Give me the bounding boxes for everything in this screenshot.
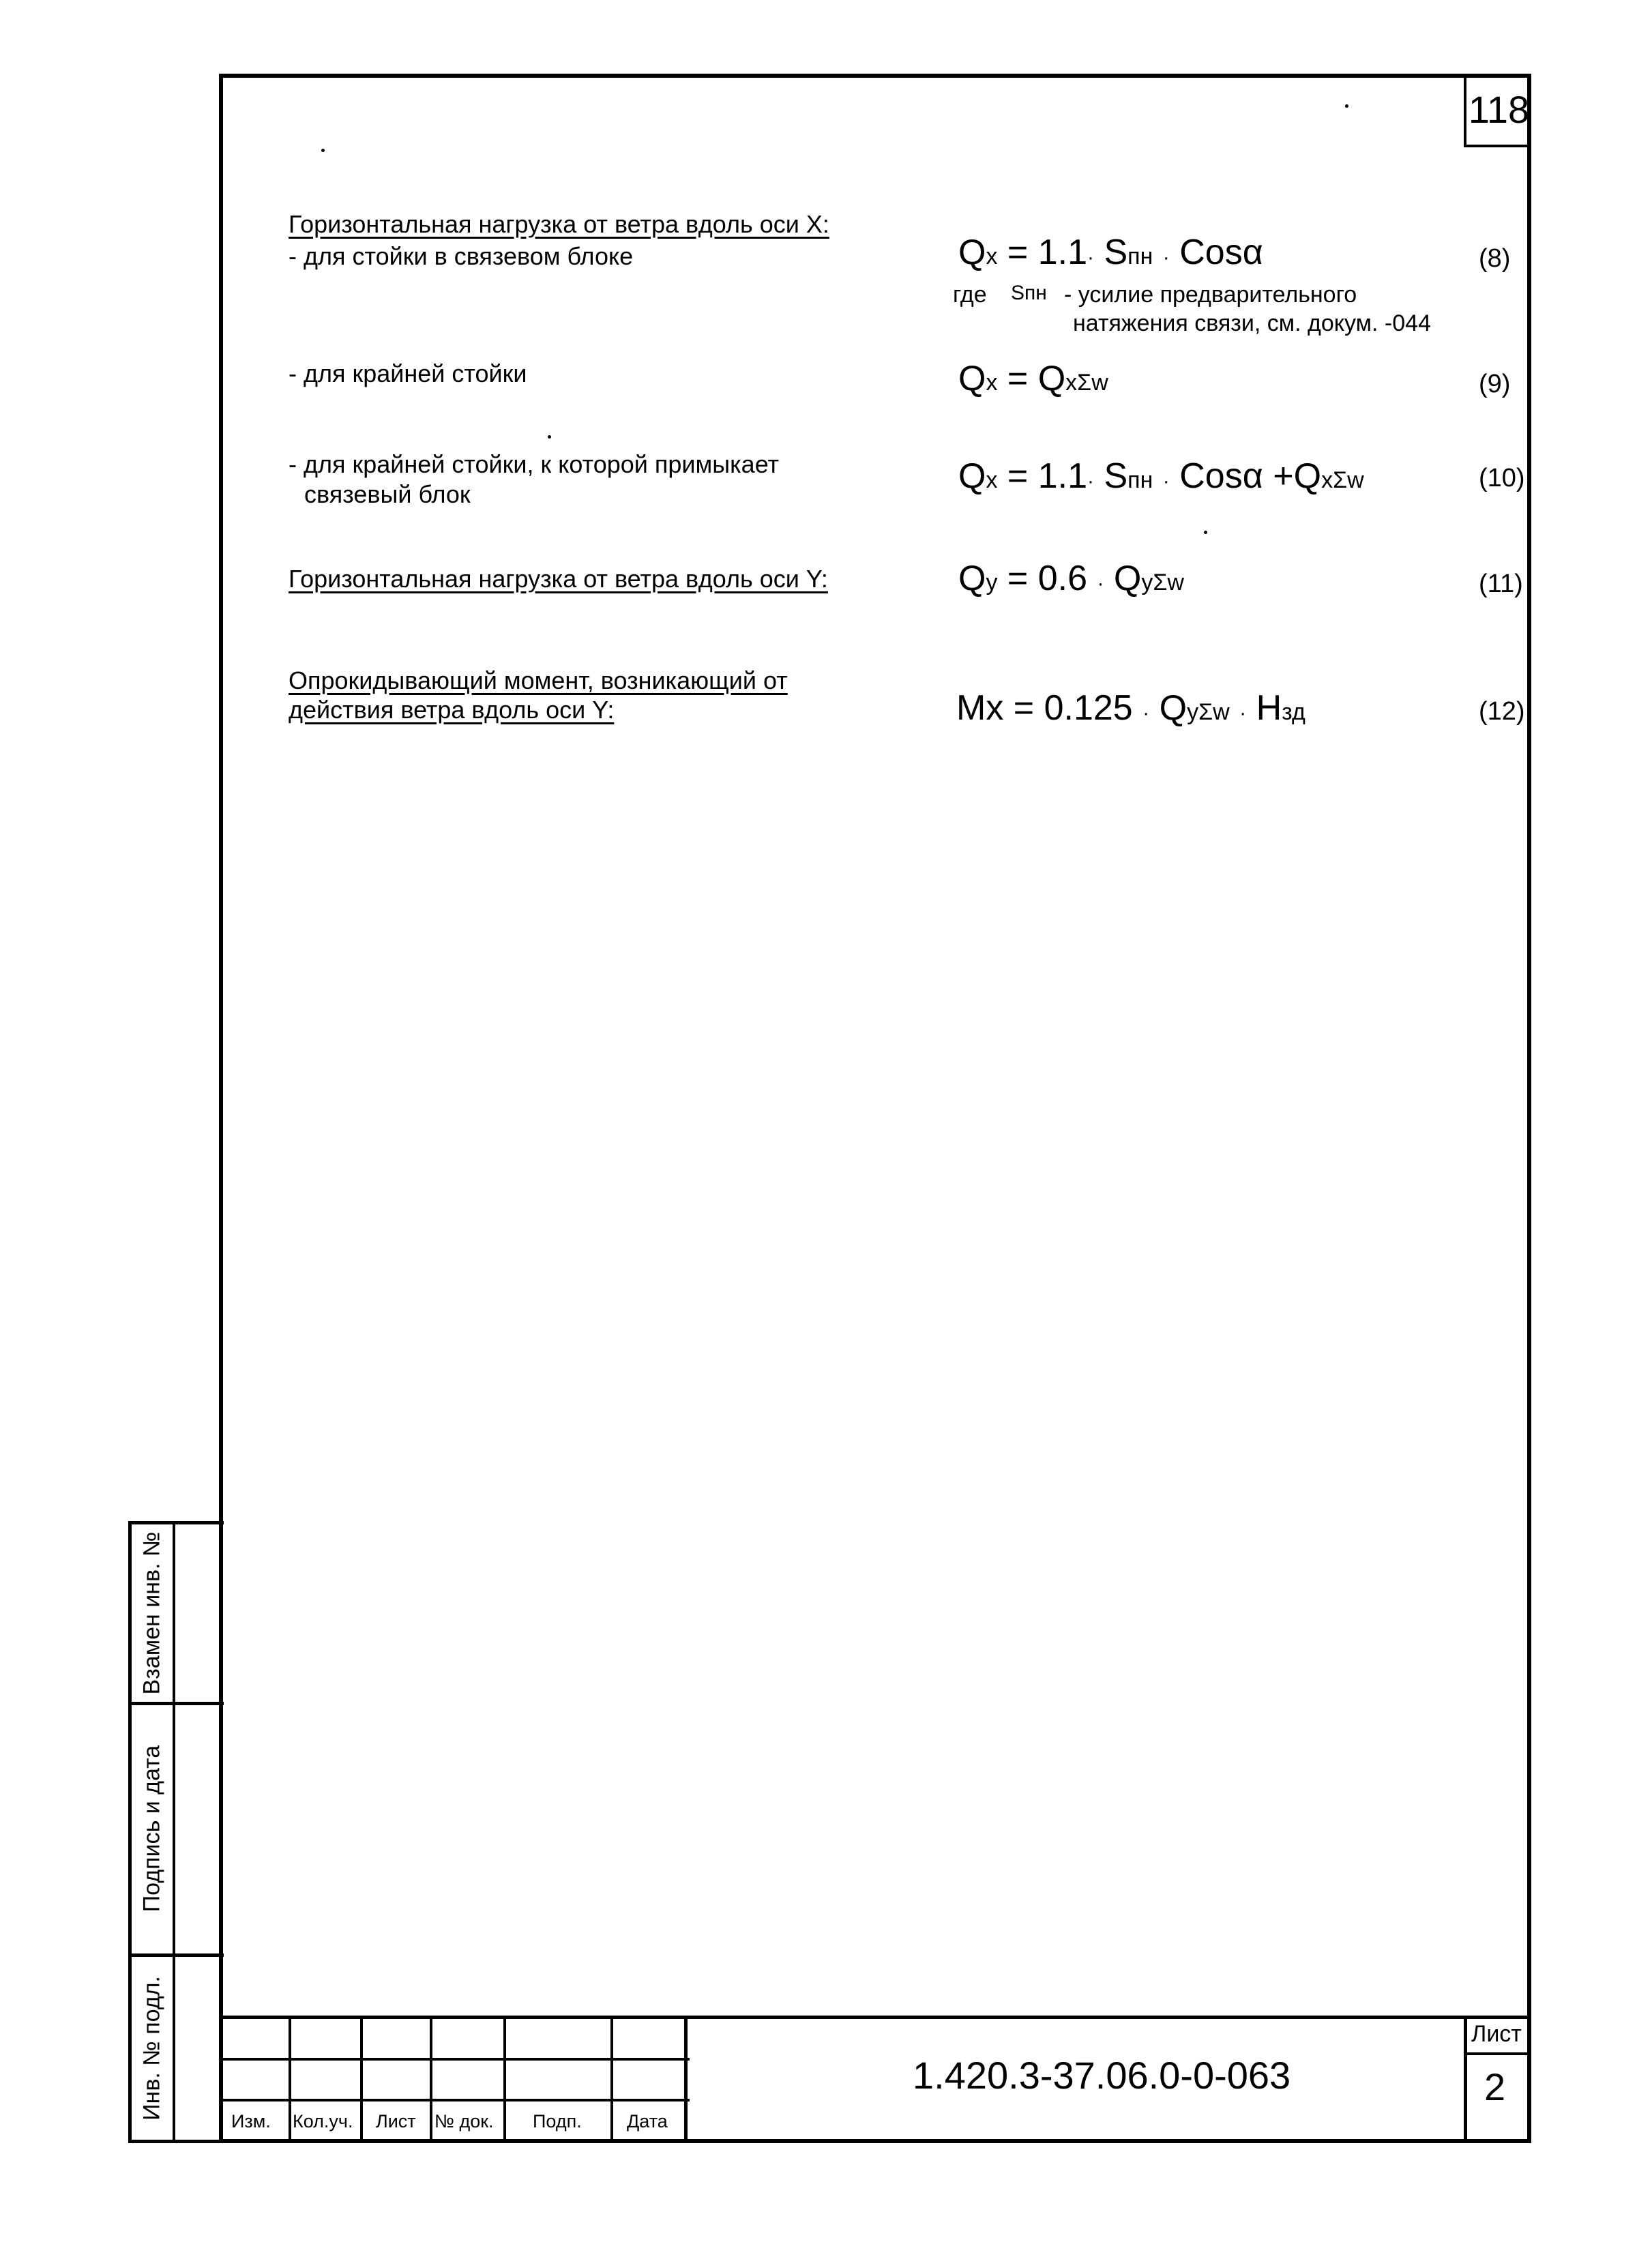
formula-11: Qy = 0.6 · QyΣw (958, 559, 1184, 598)
case2-text: - для крайней стойки (289, 359, 527, 387)
case1-text: - для стойки в связевом блоке (289, 242, 634, 270)
equation-number-10: (10) (1479, 464, 1525, 492)
col-kol-uch: Кол.уч. (293, 2111, 353, 2132)
document-code: 1.420.3-37.06.0-0-063 (913, 2054, 1291, 2097)
stray-dot (1204, 531, 1207, 534)
where-symbol: Sпн (1011, 282, 1047, 304)
stray-dot (1345, 104, 1348, 108)
heading-moment-1: Опрокидывающий момент, возникающий от (289, 666, 788, 694)
equation-number-8: (8) (1479, 244, 1511, 273)
heading-wind-y: Горизонтальная нагрузка от ветра вдоль оси Y: (289, 565, 828, 593)
case3-text: - для крайней стойки, к которой примыкает (289, 450, 780, 478)
stamp-replace-inv-label: Взамен инв. № (138, 1531, 165, 1695)
sheet-label: Лист (1471, 2021, 1522, 2047)
col-n-dok: № док. (434, 2111, 494, 2132)
col-list: Лист (376, 2111, 416, 2132)
where-word: где (953, 282, 987, 308)
formula-10: Qx = 1.1· Sпн · Cosα +QxΣw (958, 456, 1364, 496)
heading-wind-x: Горизонтальная нагрузка от ветра вдоль оси Х: (289, 210, 829, 238)
title-block-top-line (219, 2016, 1531, 2019)
col-data: Дата (627, 2111, 668, 2132)
page-number: 118 (1464, 78, 1531, 147)
col-podp: Подп. (533, 2111, 582, 2132)
title-block-col-line (610, 2016, 613, 2143)
where-text-2: натяжения связи, см. докум. -044 (1073, 310, 1431, 336)
title-block-col-line (430, 2016, 432, 2143)
sheet-label-line (1464, 2052, 1531, 2055)
heading-moment-2: действия ветра вдоль оси Y: (289, 696, 615, 724)
stamp-inv-orig-label: Инв. № подл. (138, 1976, 165, 2121)
title-block-col-line (503, 2016, 506, 2143)
formula-12: Mx = 0.125 · QyΣw · Hзд (956, 688, 1306, 728)
title-block-col-line (684, 2016, 688, 2143)
title-block-col-line (289, 2016, 291, 2143)
sheet-number: 2 (1484, 2065, 1506, 2108)
where-text: - усилие предварительного (1064, 282, 1357, 308)
equation-number-11: (11) (1479, 570, 1523, 598)
formula-8: Qx = 1.1· Sпн · Cosα (958, 233, 1263, 272)
stamp-sign-date (128, 1703, 224, 1957)
stamp-replace-inv (128, 1521, 224, 1705)
equation-number-12: (12) (1479, 697, 1525, 726)
title-block (219, 2016, 1531, 2143)
stray-dot (321, 149, 325, 152)
stamp-inv-orig (128, 1953, 224, 2143)
title-block-col-line (1464, 2016, 1467, 2143)
stray-dot (548, 435, 551, 439)
formula-9: Qx = QxΣw (958, 359, 1108, 398)
stamp-sign-date-label: Подпись и дата (138, 1745, 165, 1912)
col-izm: Изм. (231, 2111, 271, 2132)
title-block-col-line (360, 2016, 363, 2143)
case3-text-2: связевый блок (304, 480, 471, 508)
equation-number-9: (9) (1479, 370, 1511, 398)
